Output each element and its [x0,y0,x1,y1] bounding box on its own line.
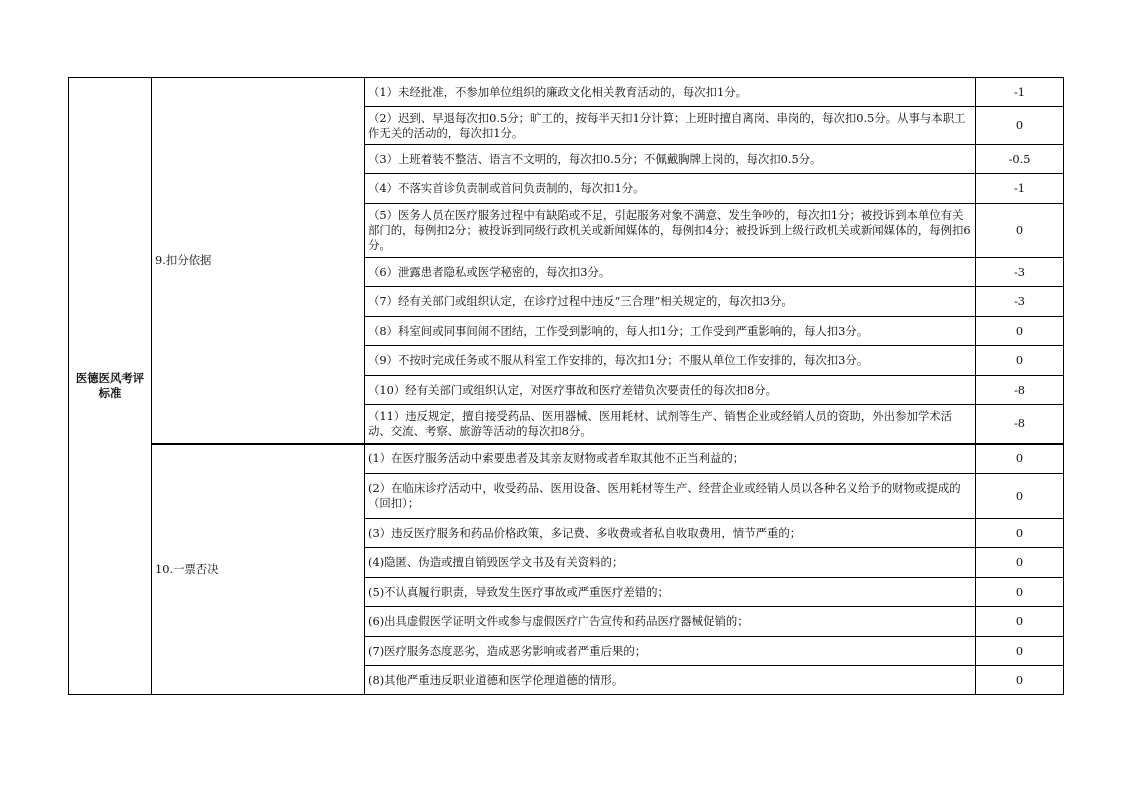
item-description: （6）泄露患者隐私或医学秘密的，每次扣3分。 [365,258,976,287]
item-score: -1 [976,78,1064,107]
item-description: （1）未经批准，不参加单位组织的廉政文化相关教育活动的，每次扣1分。 [365,78,976,107]
item-description: (3）违反医疗服务和药品价格政策，多记费、多收费或者私自收取费用，情节严重的； [365,519,976,548]
item-description: (2）在临床诊疗活动中，收受药品、医用设备、医用耗材等生产、经营企业或经销人员以各种名义给予的财物或提成的（回扣）； [365,474,976,519]
item-description: （3）上班着装不整洁、语言不文明的，每次扣0.5分；不佩戴胸牌上岗的，每次扣0.5分。 [365,145,976,174]
item-description: （2）迟到、早退每次扣0.5分；旷工的，按每半天扣1分计算；上班时擅自离岗、串岗的，每次扣0.5分。从事与本职工作无关的活动的，每次扣1分。 [365,107,976,145]
item-description: （9）不按时完成任务或不服从科室工作安排的，每次扣1分；不服从单位工作安排的，每次扣3分。 [365,346,976,376]
item-description: (7)医疗服务态度恶劣，造成恶劣影响或者严重后果的； [365,637,976,666]
item-description: （10）经有关部门或组织认定，对医疗事故和医疗差错负次要责任的每次扣8分。 [365,376,976,405]
table-row [69,444,1064,474]
item-score: -8 [976,405,1064,444]
item-score: 0 [976,519,1064,548]
item-description: (1）在医疗服务活动中索要患者及其亲友财物或者牟取其他不正当利益的； [365,444,976,474]
item-score: 0 [976,317,1064,346]
item-score: 0 [976,474,1064,519]
item-description: (8)其他严重违反职业道德和医学伦理道德的情形。 [365,666,976,695]
item-score: -0.5 [976,145,1064,174]
item-description: （8）科室间或同事间闹不团结，工作受到影响的，每人扣1分；工作受到严重影响的，每人扣3分。 [365,317,976,346]
category-cell: 医德医风考评标准 [69,78,152,695]
item-score: 0 [976,548,1064,578]
item-score: -3 [976,287,1064,317]
item-score: -3 [976,258,1064,287]
item-score: 0 [976,204,1064,258]
item-score: 0 [976,637,1064,666]
item-score: 0 [976,666,1064,695]
item-description: （7）经有关部门或组织认定，在诊疗过程中违反“三合理”相关规定的，每次扣3分。 [365,287,976,317]
item-description: （11）违反规定，擅自接受药品、医用器械、医用耗材、试剂等生产、销售企业或经销人员的资助，外出参加学术活动、交流、考察、旅游等活动的每次扣8分。 [365,405,976,444]
item-score: 0 [976,607,1064,637]
item-description: （5）医务人员在医疗服务过程中有缺陷或不足，引起服务对象不满意、发生争吵的，每次扣1分；被投诉到本单位有关部门的，每例扣2分；被投诉到同级行政机关或新闻媒体的，每例扣4分；被投诉到上级行政机关或新闻媒体的，每例扣6分。 [365,204,976,258]
table-row [69,78,1064,107]
item-description: （4）不落实首诊负责制或首问负责制的，每次扣1分。 [365,174,976,204]
item-description: (4)隐匿、伪造或擅自销毁医学文书及有关资料的； [365,548,976,578]
item-description: (5)不认真履行职责，导致发生医疗事故或严重医疗差错的； [365,578,976,607]
item-score: 0 [976,346,1064,376]
item-score: 0 [976,578,1064,607]
evaluation-table [68,77,1064,695]
item-score: -1 [976,174,1064,204]
item-description: (6)出具虚假医学证明文件或参与虚假医疗广告宣传和药品医疗器械促销的； [365,607,976,637]
item-score: 0 [976,107,1064,145]
section-label-deduction: 9.扣分依据 [152,78,365,444]
section-label-veto: 10.一票否决 [152,444,365,695]
item-score: -8 [976,376,1064,405]
item-score: 0 [976,444,1064,474]
